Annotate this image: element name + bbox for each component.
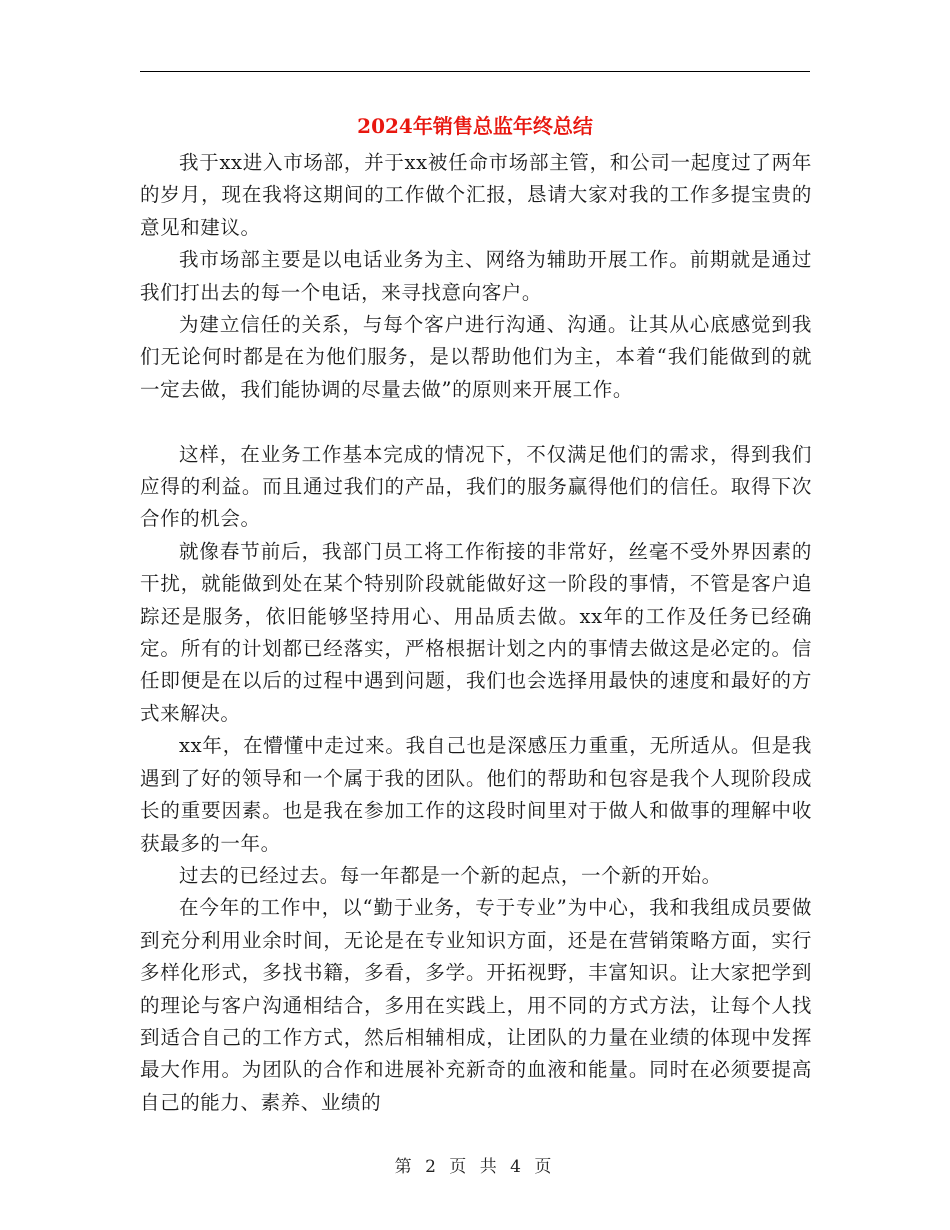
paragraph-6: xx年，在懵懂中走过来。我自己也是深感压力重重，无所适从。但是我遇到了好的领导和一个属于我的团队。他们的帮助和包容是我个人现阶段成长的重要因素。也是我在参加工作的这段时间里对于做人和做事的理解中收获最多的一年。 — [140, 734, 812, 855]
document-body — [140, 147, 812, 1119]
paragraph-2: 我市场部主要是以电话业务为主、网络为辅助开展工作。前期就是通过我们打出去的每一个电话，来寻找意向客户。 — [140, 248, 812, 304]
paragraph-5: 就像春节前后，我部门员工将工作衔接的非常好，丝毫不受外界因素的干扰，就能做到处在某个特别阶段就能做好这一阶段的事情，不管是客户追踪还是服务，依旧能够坚持用心、用品质去做。xx年的工作及任务已经确定。所有的计划都已经落实，严格根据计划之内的事情去做这是必定的。信任即便是在以后的过程中遇到问题，我们也会选择用最快的速度和最好的方式来解决。 — [140, 539, 812, 725]
document-title: 2024年销售总监年终总结 — [357, 114, 593, 138]
paragraph-3: 为建立信任的关系，与每个客户进行沟通、沟通。让其从心底感觉到我们无论何时都是在为他们服务，是以帮助他们为主，本着“我们能做到的就一定去做，我们能协调的尽量去做”的原则来开展工作。 — [140, 313, 812, 401]
paragraph-7: 过去的已经过去。每一年都是一个新的起点，一个新的开始。 — [179, 863, 722, 887]
paragraph-4: 这样，在业务工作基本完成的情况下，不仅满足他们的需求，得到我们应得的利益。而且通过我们的产品，我们的服务赢得他们的信任。取得下次合作的机会。 — [140, 442, 812, 531]
blank-line — [140, 406, 812, 438]
page-number: 第 2 页 共 4 页 — [394, 1157, 556, 1177]
header-rule — [140, 71, 810, 72]
paragraph-1: 我于xx进入市场部，并于xx被任命市场部主管，和公司一起度过了两年的岁月，现在我将这期间的工作做个汇报，恳请大家对我的工作多提宝贵的意见和建议。 — [140, 151, 812, 239]
paragraph-8: 在今年的工作中，以“勤于业务，专于专业”为中心，我和我组成员要做到充分利用业余时间，无论是在专业知识方面，还是在营销策略方面，实行多样化形式，多找书籍，多看，多学。开拓视野，丰富知识。让大家把学到的理论与客户沟通相结合，多用在实践上，用不同的方式方法，让每个人找到适合自己的工作方式，然后相辅相成，让团队的力量在业绩的体现中发挥最大作用。为团队的合作和进展补充新奇的血液和能量。同时在必须要提高自己的能力、素养、业绩的 — [140, 896, 812, 1114]
